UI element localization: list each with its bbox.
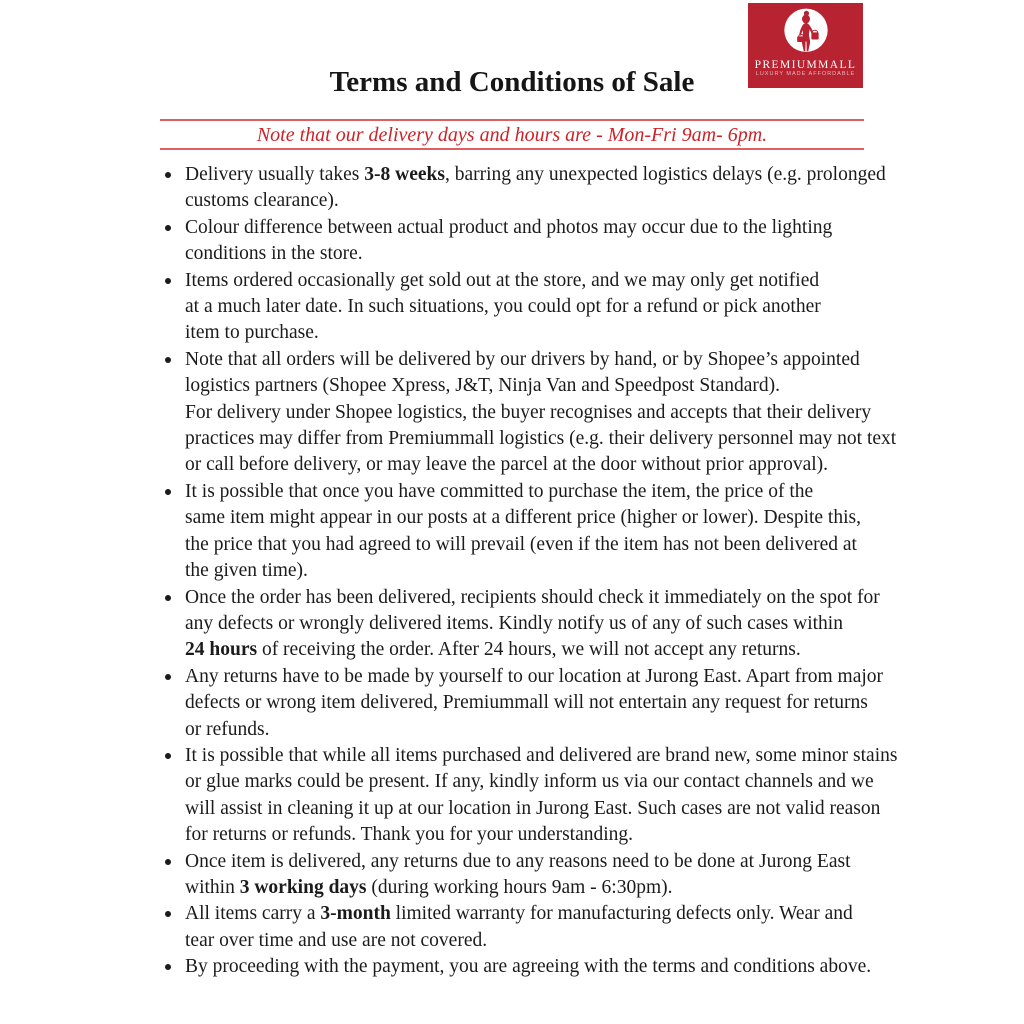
term-line: Delivery usually takes 3-8 weeks, barring any unexpected logistics delays (e.g. prolonged <box>185 164 886 185</box>
term-line: any defects or wrongly delivered items. Kindly notify us of any of such cases within <box>185 612 843 634</box>
term-line: By proceeding with the payment, you are agreeing with the terms and conditions above. <box>185 956 872 978</box>
bullet-icon <box>165 753 171 759</box>
term-line: the price that you had agreed to will prevail (even if the item has not been delivered at <box>185 533 857 555</box>
term-item <box>160 901 874 954</box>
term-item <box>160 479 874 585</box>
term-line: will assist in cleaning it up at our location in Jurong East. Such cases are not valid reason <box>185 797 881 819</box>
term-line: or glue marks could be present. If any, kindly inform us via our contact channels and we <box>185 771 874 793</box>
bullet-icon <box>165 225 171 231</box>
term-line: customs clearance). <box>185 190 339 212</box>
divider-line-bottom <box>160 148 864 150</box>
term-line: Note that all orders will be delivered by our drivers by hand, or by Shopee’s appointed <box>185 348 860 370</box>
term-line: or call before delivery, or may leave the parcel at the door without prior approval). <box>185 454 829 476</box>
term-line: practices may differ from Premiummall logistics (e.g. their delivery personnel may not text <box>185 428 897 450</box>
bullet-icon <box>165 489 171 495</box>
term-line: It is possible that once you have committed to purchase the item, the price of the <box>185 480 814 502</box>
term-item <box>160 664 884 743</box>
divider-line-top <box>160 119 864 121</box>
term-item <box>160 215 874 268</box>
bullet-icon <box>165 859 171 865</box>
term-item <box>160 743 898 849</box>
term-line: Once the order has been delivered, recipients should check it immediately on the spot for <box>185 586 880 608</box>
logo-brand-text: PREMIUMMALL <box>754 59 857 71</box>
term-line: All items carry a 3-month limited warranty for manufacturing defects only. Wear and <box>185 903 853 925</box>
term-line: at a much later date. In such situations, you could opt for a refund or pick another <box>185 296 821 318</box>
term-line: It is possible that while all items purchased and delivered are brand new, some minor stains <box>185 744 898 766</box>
term-item <box>160 954 874 980</box>
term-line: or refunds. <box>185 718 270 740</box>
term-line: item to purchase. <box>185 322 319 344</box>
terms-list <box>160 162 898 981</box>
delivery-hours-note: Note that our delivery days and hours are - Mon-Fri 9am- 6pm. <box>256 124 768 146</box>
bullet-icon <box>165 357 171 363</box>
term-line: logistics partners (Shopee Xpress, J&T, Ninja Van and Speedpost Standard). <box>185 375 781 397</box>
term-line: defects or wrong item delivered, Premiummall will not entertain any request for returns <box>185 692 868 714</box>
term-line: conditions in the store. <box>185 243 363 265</box>
page-title: Terms and Conditions of Sale <box>329 66 695 98</box>
term-line: Colour difference between actual product and photos may occur due to the lighting <box>185 216 833 238</box>
bullet-icon <box>165 911 171 917</box>
term-item <box>160 347 897 479</box>
term-line: for returns or refunds. Thank you for your understanding. <box>185 824 634 846</box>
term-line: the given time). <box>185 560 308 582</box>
term-item <box>160 585 880 664</box>
term-line: Items ordered occasionally get sold out at the store, and we may only get notified <box>185 269 820 291</box>
term-line: 24 hours of receiving the order. After 24 hours, we will not accept any returns. <box>185 639 801 661</box>
bullet-icon <box>165 278 171 284</box>
term-line: Any returns have to be made by yourself to our location at Jurong East. Apart from major <box>185 665 884 687</box>
bullet-icon <box>165 172 171 178</box>
woman-shopper-silhouette-icon <box>780 6 832 58</box>
term-line: tear over time and use are not covered. <box>185 929 488 951</box>
bullet-icon <box>165 595 171 601</box>
term-item <box>160 162 886 215</box>
bullet-icon <box>165 964 171 970</box>
term-line: Once item is delivered, any returns due to any reasons need to be done at Jurong East <box>185 850 851 872</box>
term-item <box>160 849 874 902</box>
term-line: For delivery under Shopee logistics, the buyer recognises and accepts that their delivery <box>185 401 872 423</box>
term-line: within 3 working days (during working hours 9am - 6:30pm). <box>185 876 673 898</box>
term-item <box>160 268 874 347</box>
term-line: same item might appear in our posts at a different price (higher or lower). Despite this, <box>185 507 861 529</box>
bullet-icon <box>165 674 171 680</box>
logo-tagline: LUXURY MADE AFFORDABLE <box>755 71 856 77</box>
